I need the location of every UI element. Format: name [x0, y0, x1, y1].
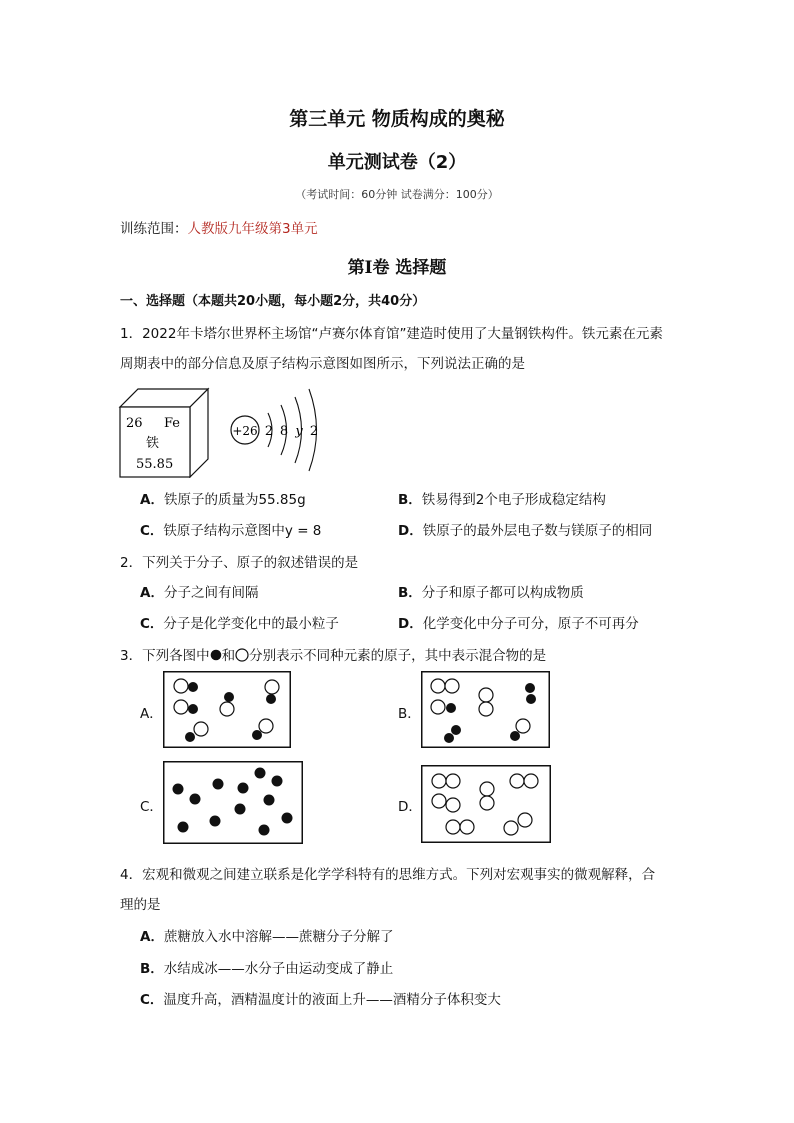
- nucleus-charge: +26: [232, 424, 258, 438]
- periodic-table-cell: [120, 389, 208, 477]
- hollow-atom-icon: [235, 648, 249, 662]
- q1-option-d: D．铁原子的最外层电子数与镁原子的相同: [398, 523, 653, 539]
- atomic-structure-diagram: [231, 389, 318, 471]
- q2-option-a: A．分子之间有间隔: [140, 585, 259, 601]
- q3-diagram-a: [163, 671, 291, 748]
- q1-option-a: A．铁原子的质量为55.85g: [140, 492, 306, 508]
- q4-option-a: A．蔗糖放入水中溶解——蔗糖分子分解了: [140, 929, 394, 945]
- element-name: 铁: [146, 436, 160, 451]
- q4-option-c: C．温度升高，酒精温度计的液面上升——酒精分子体积变大: [140, 992, 501, 1008]
- q4-stem-line1: 4．宏观和微观之间建立联系是化学学科特有的思维方式。下列对宏观事实的微观解释，合: [120, 867, 656, 883]
- element-symbol: Fe: [164, 416, 181, 431]
- unit-title: 第三单元 物质构成的奥秘: [289, 108, 505, 130]
- q3-option-d-label: D．: [398, 799, 422, 815]
- q1-option-b: B．铁易得到2个电子形成稳定结构: [398, 492, 606, 508]
- q2-stem: 2．下列关于分子、原子的叙述错误的是: [120, 555, 359, 571]
- q3-diagram-c: [163, 761, 303, 844]
- shell-count-3: y: [295, 424, 303, 439]
- training-scope: [120, 217, 318, 237]
- q1-stem-line2: 周期表中的部分信息及原子结构示意图如图所示，下列说法正确的是: [120, 356, 525, 372]
- scope-label: 训练范围：: [120, 221, 188, 237]
- q3-option-a-label: A．: [140, 706, 163, 722]
- filled-atom-icon: [210, 649, 222, 661]
- shell-count-1: 2: [264, 424, 274, 439]
- q1-stem-line1: 1．2022年卡塔尔世界杯主场馆“卢赛尔体育馆”建造时使用了大量钢铁构件。铁元素在元素: [120, 326, 663, 342]
- section-title: 第Ⅰ卷 选择题: [347, 258, 447, 278]
- q4-stem-line2: 理的是: [120, 897, 161, 913]
- q2-option-d: D．化学变化中分子可分，原子不可再分: [398, 616, 639, 632]
- shell-count-2: 8: [279, 424, 289, 439]
- atomic-number: 26: [126, 416, 143, 431]
- q3-option-b-label: B．: [398, 706, 421, 722]
- test-title: 单元测试卷（2）: [327, 152, 467, 173]
- q3-diagram-b: [421, 671, 550, 748]
- section-instructions: 一、选择题（本题共20小题，每小题2分，共40分）: [120, 294, 426, 309]
- q2-option-c: C．分子是化学变化中的最小粒子: [140, 616, 339, 632]
- scope-value: 人教版九年级第3单元: [187, 221, 318, 237]
- exam-info: （考试时间：60分钟 试卷满分：100分）: [295, 188, 499, 201]
- shell-count-4: 2: [309, 424, 319, 439]
- q3-stem: 3．下列各图中 和 分别表示不同种元素的原子，其中表示混合物的是: [120, 648, 547, 664]
- q1-figure: [118, 383, 328, 478]
- q1-option-c: C．铁原子结构示意图中y = 8: [140, 523, 322, 539]
- q3-diagram-d: [421, 765, 551, 843]
- q4-option-b: B．水结成冰——水分子由运动变成了静止: [140, 961, 394, 977]
- q3-option-c-label: C．: [140, 799, 163, 815]
- atomic-mass: 55.85: [136, 457, 174, 472]
- q2-option-b: B．分子和原子都可以构成物质: [398, 585, 584, 601]
